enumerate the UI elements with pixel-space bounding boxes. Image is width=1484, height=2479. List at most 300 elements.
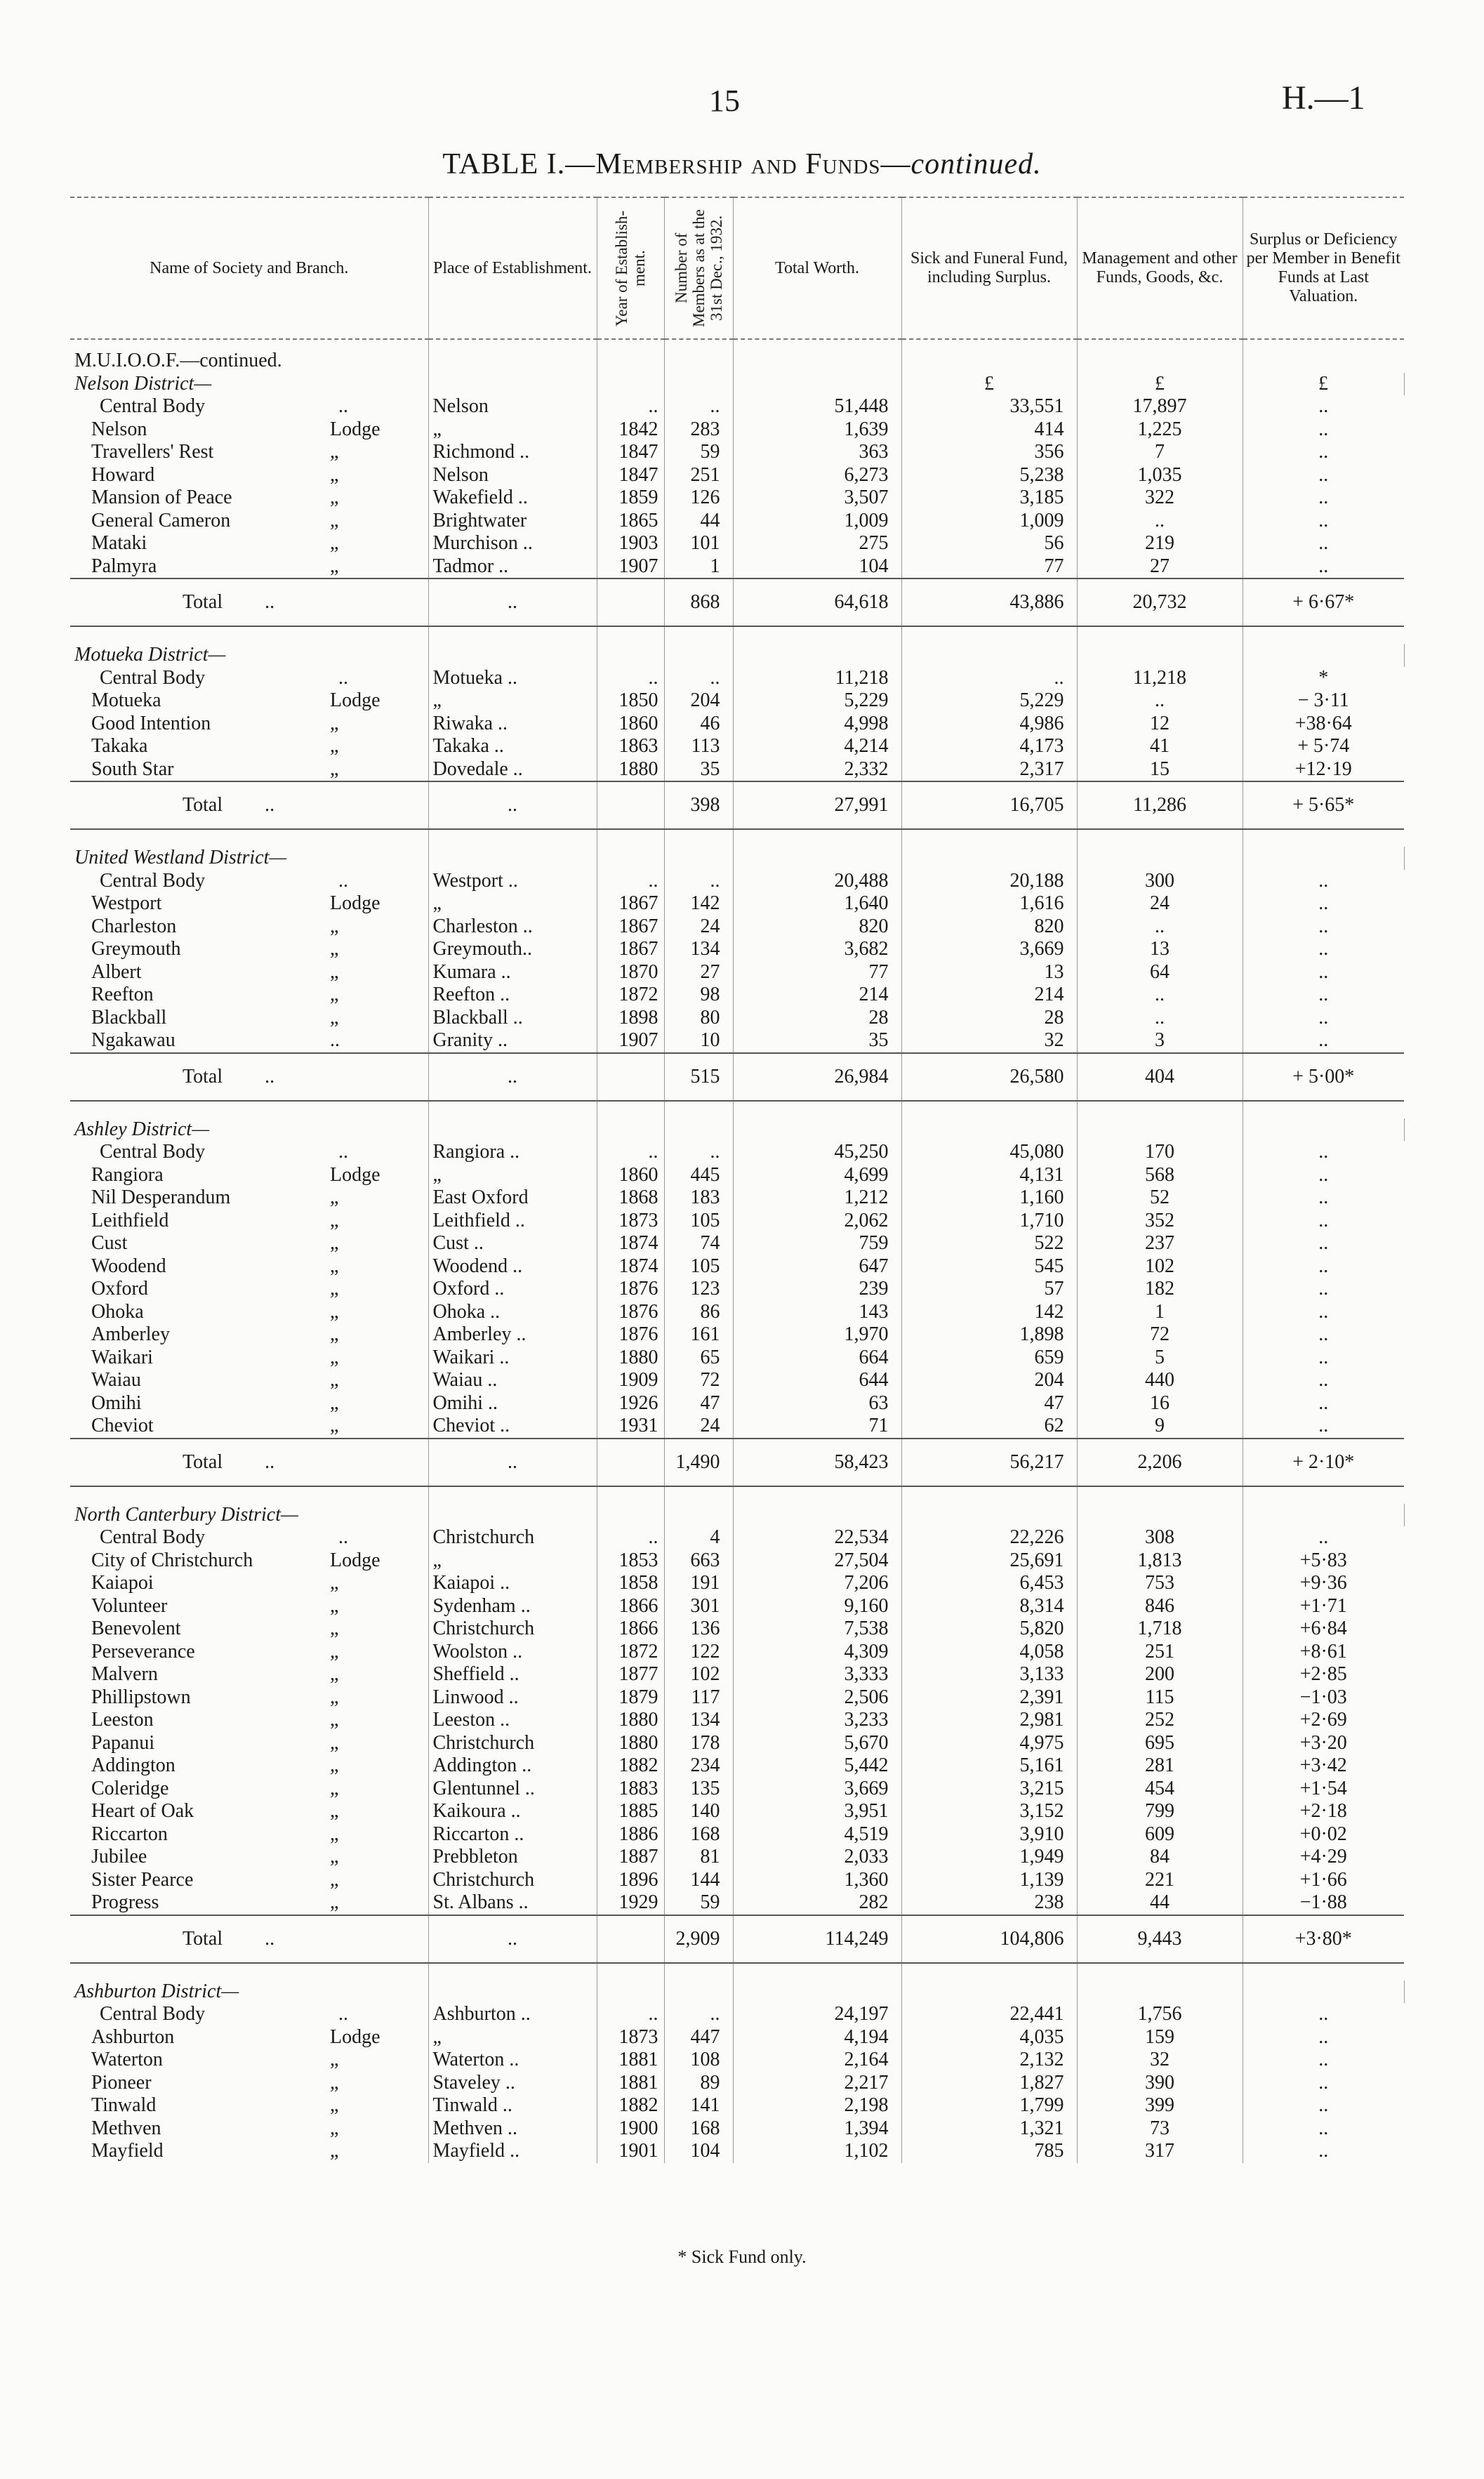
management-cell: 44 [1077,1891,1243,1915]
table-row [70,713,1404,736]
empty-cell [597,373,664,396]
table-row [70,510,1404,533]
table-row [70,667,1404,690]
table-row [70,1595,1404,1618]
branch-name [70,689,428,713]
year-cell: 1872 [597,984,664,1007]
table-row [70,735,1404,758]
table-row [70,1323,1404,1347]
branch-type: „ [330,1868,339,1891]
empty-cell [901,644,1077,667]
place-cell: Riwaka .. [428,713,597,736]
year-cell: .. [597,395,664,418]
branch-name [70,510,428,533]
members-cell: 136 [664,1618,733,1641]
branch-name [70,487,428,510]
worth-cell: 239 [733,1278,901,1301]
worth-cell: 644 [733,1369,901,1392]
worth-cell: 282 [733,1891,901,1915]
year-cell: 1874 [597,1255,664,1278]
worth-cell: 143 [733,1301,901,1324]
place-cell: Mayfield .. [428,2140,597,2163]
branch-type: „ [330,2140,339,2162]
branch-label: Phillipstown [91,1686,191,1708]
table-row [70,892,1404,915]
management-cell: 32 [1077,2049,1243,2072]
year-cell: 1883 [597,1778,664,1801]
sick-fund-cell: 20,188 [901,870,1077,893]
empty-cell [1077,1504,1243,1527]
place-cell: Leeston .. [428,1709,597,1732]
place-cell: Blackball .. [428,1007,597,1030]
branch-type: „ [330,1186,339,1208]
empty-cell [901,1101,1077,1118]
empty-cell [901,1963,1077,1981]
sick-fund-cell: 1,799 [901,2094,1077,2117]
worth-cell: 22,534 [733,1526,901,1549]
worth-cell: 759 [733,1232,901,1255]
total-label-text: Total [183,794,223,816]
total-row [70,781,1404,829]
worth-cell: 28 [733,1007,901,1030]
branch-name [70,2072,428,2095]
management-cell: 237 [1077,1232,1243,1255]
total-sick-fund-cell: 43,886 [901,579,1077,626]
members-cell: 142 [664,892,733,915]
table-row [70,2003,1404,2026]
branch-label: Malvern [91,1663,158,1685]
total-label-dots: .. [265,1065,275,1088]
place-cell: Richmond .. [428,441,597,464]
empty-cell [733,847,901,870]
empty-cell [597,626,664,644]
year-cell: 1880 [597,1709,664,1732]
place-cell: Tadmor .. [428,555,597,579]
sick-fund-cell: 4,035 [901,2026,1077,2049]
members-cell: .. [664,1141,733,1164]
empty-cell [733,373,901,396]
branch-name [70,1754,428,1778]
branch-name [70,2140,428,2163]
members-cell: 126 [664,487,733,510]
worth-cell: 4,214 [733,735,901,758]
members-cell: 47 [664,1392,733,1415]
worth-cell: 4,699 [733,1164,901,1187]
branch-type: „ [330,712,339,734]
table-row [70,1846,1404,1869]
branch-label: Central Body [100,2003,206,2025]
table-row [70,1278,1404,1301]
place-cell: Murchison .. [428,532,597,555]
management-cell: 170 [1077,1141,1243,1164]
management-cell: 1 [1077,1301,1243,1324]
table-row [70,1255,1404,1278]
empty-cell [901,1981,1077,2004]
table-row [70,1029,1404,1053]
members-cell: 251 [664,464,733,487]
branch-name [70,1210,428,1233]
year-cell: 1870 [597,961,664,984]
empty-cell [428,1981,597,2004]
branch-label: Tinwald [91,2094,157,2116]
branch-type: „ [330,1369,339,1391]
management-cell: 9 [1077,1415,1243,1439]
branch-name [70,1823,428,1846]
branch-label: Central Body [100,395,206,417]
year-cell: 1866 [597,1595,664,1618]
members-cell: 10 [664,1029,733,1053]
table-row [70,1369,1404,1392]
empty-cell [901,1504,1077,1527]
table-row [70,1415,1404,1439]
surplus-cell: +12·19 [1294,758,1352,780]
branch-type: Lodge [330,689,380,711]
surplus-cell: .. [1318,1369,1329,1391]
spacer-row [70,1963,1404,1981]
year-cell: 1880 [597,758,664,782]
total-management-cell: 11,286 [1077,781,1243,829]
branch-type: „ [330,487,339,508]
branch-name [70,2049,428,2072]
worth-cell: 3,669 [733,1778,901,1801]
worth-cell: 6,273 [733,464,901,487]
sick-fund-cell: 1,160 [901,1186,1077,1210]
surplus-cell: +6·84 [1299,1618,1347,1639]
management-cell: .. [1077,1007,1243,1030]
members-cell: 89 [664,2072,733,2095]
total-worth-cell: 27,991 [733,781,901,829]
table-row [70,758,1404,782]
table-row [70,1141,1404,1164]
year-cell: 1886 [597,1823,664,1846]
management-cell: 1,035 [1077,464,1243,487]
worth-cell: 9,160 [733,1595,901,1618]
branch-name [70,1549,428,1573]
year-cell: 1877 [597,1663,664,1686]
district-name: North Canterbury District— [70,1504,428,1527]
year-cell: 1873 [597,1210,664,1233]
worth-cell: 11,218 [733,667,901,690]
table-row [70,870,1404,893]
branch-name [70,441,428,464]
branch-label: Howard [91,463,155,486]
year-cell: 1842 [597,418,664,442]
branch-type: „ [330,1572,339,1594]
worth-cell: 7,538 [733,1618,901,1641]
total-worth-cell: 64,618 [733,579,901,626]
surplus-cell: .. [1318,2071,1329,2094]
place-cell: Christchurch [428,1618,597,1641]
year-cell: 1860 [597,713,664,736]
worth-cell: 71 [733,1415,901,1439]
management-cell: 568 [1077,1164,1243,1187]
branch-name [70,1846,428,1869]
table-row [70,555,1404,579]
col-header-sick: Sick and Funeral Fund, including Surplus. [901,197,1077,339]
district-name: United Westland District— [70,847,428,870]
year-cell: 1867 [597,938,664,961]
footnote: * Sick Fund only. [677,2247,807,2267]
year-cell: 1876 [597,1301,664,1324]
currency-symbol: £ [901,373,1077,396]
surplus-cell: +0·02 [1299,1823,1347,1845]
year-cell: 1859 [597,487,664,510]
branch-name [70,1778,428,1801]
place-cell: Omihi .. [428,1392,597,1415]
branch-label: Cust [91,1232,128,1254]
col-header-year [597,197,664,339]
total-management-cell: 20,732 [1077,579,1243,626]
place-cell: Addington .. [428,1754,597,1778]
surplus-cell: .. [1318,395,1329,417]
branch-name [70,1686,428,1710]
place-cell: Nelson [428,395,597,418]
members-cell: 1 [664,555,733,579]
district-heading-row [70,1504,1404,1527]
total-label [70,579,428,626]
members-cell: 65 [664,1347,733,1370]
management-cell: 399 [1077,2094,1243,2117]
branch-type: „ [330,1846,339,1867]
place-cell: „ [428,689,597,713]
sick-fund-cell: 5,161 [901,1754,1077,1778]
branch-type: „ [330,1777,339,1799]
branch-label: Motueka [91,689,161,711]
members-cell: 140 [664,1800,733,1823]
branch-name [70,1869,428,1892]
branch-name [70,2094,428,2117]
table-row [70,2140,1404,2163]
district-heading-row [70,373,1404,396]
empty-cell [664,1486,733,1504]
branch-type: „ [330,1255,339,1277]
branch-name [70,758,428,782]
branch-label: Progress [91,1891,159,1913]
sick-fund-cell: 5,820 [901,1618,1077,1641]
table-row [70,1007,1404,1030]
branch-label: Blackball [91,1006,167,1029]
table-header-row [70,197,1404,339]
year-cell: 1929 [597,1891,664,1915]
surplus-cell: +4·29 [1299,1846,1347,1867]
members-cell: 135 [664,1778,733,1801]
table-row [70,2026,1404,2049]
surplus-cell: .. [1318,1415,1329,1436]
branch-name [70,1007,428,1030]
surplus-cell: .. [1318,532,1329,554]
branch-type: „ [330,1415,339,1436]
management-cell: 300 [1077,870,1243,893]
members-cell: 141 [664,2094,733,2117]
worth-cell: 664 [733,1347,901,1370]
place-cell: Cust .. [428,1232,597,1255]
empty-cell [1077,1118,1243,1142]
place-cell: Methven .. [428,2117,597,2141]
branch-type: „ [330,915,339,937]
sick-fund-cell: 25,691 [901,1549,1077,1573]
branch-name [70,938,428,961]
management-cell: 102 [1077,1255,1243,1278]
sick-fund-cell: 4,173 [901,735,1077,758]
members-cell: 234 [664,1754,733,1778]
branch-name [70,1618,428,1641]
table-title-main: Membership and Funds— [595,148,911,180]
sick-fund-cell: 4,058 [901,1641,1077,1664]
branch-name [70,1415,428,1439]
worth-cell: 35 [733,1029,901,1053]
surplus-cell: .. [1318,1346,1329,1368]
table-row [70,1778,1404,1801]
empty-cell [733,1504,901,1527]
year-cell: 1881 [597,2072,664,2095]
empty-cell [428,1118,597,1142]
surplus-cell: .. [1318,509,1329,531]
branch-label: Waterton [91,2049,163,2070]
branch-name [70,870,428,893]
total-label-text: Total [183,1065,223,1088]
branch-type: „ [330,984,339,1005]
branch-type: „ [330,1278,339,1300]
surplus-cell: .. [1318,1323,1329,1345]
district-name: Motueka District— [70,644,428,667]
branch-name [70,1301,428,1324]
table-row [70,1186,1404,1210]
members-cell: 59 [664,441,733,464]
table-row [70,1164,1404,1187]
surplus-cell: .. [1318,1209,1329,1231]
branch-name [70,1891,428,1915]
members-cell: 134 [664,938,733,961]
spacer-row [70,1486,1404,1504]
management-cell: 182 [1077,1278,1243,1301]
place-cell: East Oxford [428,1186,597,1210]
branch-label: Waiau [91,1369,141,1391]
branch-type: Lodge [330,1549,380,1571]
empty-cell [664,373,733,396]
sick-fund-cell: 238 [901,1891,1077,1915]
surplus-cell: .. [1318,441,1329,463]
year-cell: 1867 [597,915,664,939]
empty-cell [901,626,1077,644]
worth-cell: 45,250 [733,1141,901,1164]
table-row [70,1392,1404,1415]
place-cell: Amberley .. [428,1323,597,1347]
management-cell: 64 [1077,961,1243,984]
total-label-dots: .. [265,1927,275,1950]
worth-cell: 2,164 [733,2049,901,2072]
place-cell: Brightwater [428,510,597,533]
place-cell: Christchurch [428,1526,597,1549]
table-row [70,1754,1404,1778]
empty-cell [1077,644,1243,667]
members-cell: 81 [664,1846,733,1869]
branch-label: Westport [91,892,162,914]
table-row [70,532,1404,555]
empty-cell [597,1053,664,1101]
empty-cell [70,626,428,644]
branch-label: General Cameron [91,509,231,531]
branch-name [70,667,428,690]
surplus-cell: .. [1318,1006,1329,1029]
worth-cell: 214 [733,984,901,1007]
empty-cell [664,1981,733,2004]
empty-cell [428,644,597,667]
year-cell: 1867 [597,892,664,915]
members-cell: 144 [664,1869,733,1892]
worth-cell: 1,360 [733,1869,901,1892]
sick-fund-cell: 8,314 [901,1595,1077,1618]
members-cell: 4 [664,1526,733,1549]
year-cell: 1931 [597,1415,664,1439]
place-cell: Dovedale .. [428,758,597,782]
total-management-cell: 2,206 [1077,1439,1243,1486]
place-cell: Linwood .. [428,1686,597,1710]
sick-fund-cell: 142 [901,1301,1077,1324]
total-label [70,781,428,829]
branch-label: Nil Desperandum [91,1186,231,1208]
total-members-cell: 515 [664,1053,733,1101]
sick-fund-cell: .. [901,667,1077,690]
members-cell: 301 [664,1595,733,1618]
sick-fund-cell: 1,321 [901,2117,1077,2141]
branch-type: „ [330,2071,339,2094]
place-cell: St. Albans .. [428,1891,597,1915]
table-row [70,464,1404,487]
worth-cell: 5,442 [733,1754,901,1778]
branch-label: Jubilee [91,1846,147,1867]
year-cell: 1900 [597,2117,664,2141]
year-cell: .. [597,2003,664,2026]
members-cell: 72 [664,1369,733,1392]
table-row [70,984,1404,1007]
place-cell: Leithfield .. [428,1210,597,1233]
management-cell: 15 [1077,758,1243,782]
total-label-dots: .. [265,794,275,816]
total-place-cell: .. [428,579,597,626]
empty-cell [733,1963,901,1981]
branch-name [70,555,428,579]
management-cell: 753 [1077,1572,1243,1595]
worth-cell: 77 [733,961,901,984]
empty-cell [664,1101,733,1118]
total-members-cell: 1,490 [664,1439,733,1486]
surplus-cell: +2·18 [1299,1800,1347,1822]
empty-cell [428,626,597,644]
worth-cell: 2,198 [733,2094,901,2117]
members-cell: 122 [664,1641,733,1664]
surplus-cell: .. [1318,1141,1329,1163]
total-row [70,1053,1404,1101]
worth-cell: 2,506 [733,1686,901,1710]
members-cell: 105 [664,1210,733,1233]
branch-label: Good Intention [91,712,211,734]
members-cell: 123 [664,1278,733,1301]
table-row [70,1526,1404,1549]
branch-name [70,1526,428,1549]
branch-label: Waikari [91,1346,153,1368]
management-cell: 454 [1077,1778,1243,1801]
sick-fund-cell: 13 [901,961,1077,984]
empty-cell [597,1101,664,1118]
branch-name [70,1029,428,1053]
management-cell: 3 [1077,1029,1243,1053]
surplus-cell: +3·42 [1299,1754,1347,1776]
branch-label: Ashburton [91,2025,175,2048]
sick-fund-cell: 3,215 [901,1778,1077,1801]
total-label-text: Total [183,591,223,613]
members-cell: 134 [664,1709,733,1732]
empty-cell [428,829,597,847]
